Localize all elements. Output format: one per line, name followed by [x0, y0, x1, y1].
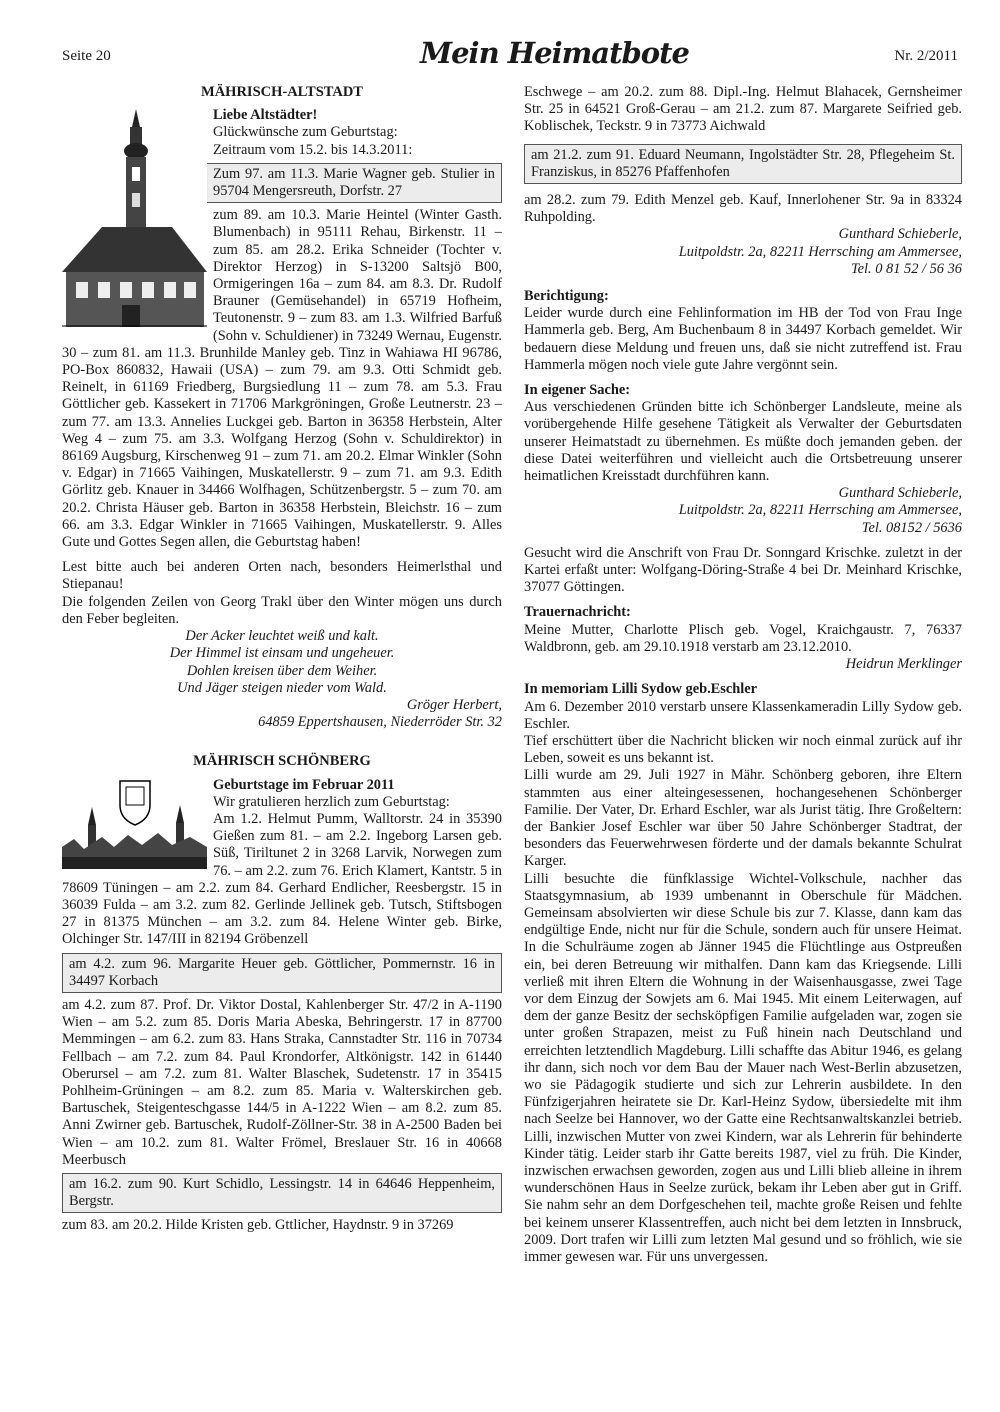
memoriam-paragraph: Lilli wurde am 29. Juli 1927 in Mähr. Schönberg geboren, ihre Eltern stammten aus einer alteingesessenen, hochangesehenen Schönberger Familie. Der Vater, Dr. Erhard Eschler, war als Jurist tätig. Ihre Großeltern: der Bankier Josef Eschler war über 50 Jahre Schönberger Stadtrat, der besonders das Feuerwehrwesen förderte und der damals bekannte Schulrat Karger. — [524, 767, 962, 870]
church-illustration — [62, 107, 207, 327]
highlight-box-wagner: Zum 97. am 11.3. Marie Wagner geb. Stulier in 95704 Mengersreuth, Dorfstr. 27 — [62, 163, 502, 203]
birthdays-february-heading: Geburtstage im Februar 2011 — [213, 776, 395, 793]
left-column — [62, 84, 502, 1235]
birthday-list-schoenberg-2: am 4.2. zum 87. Prof. Dr. Viktor Dostal, Kahlenberger Str. 47/2 in A-1190 Wien – am 5.2. zum 85. Doris Maria Abeska, Behringerstr. 17 in 87700 Memmingen – am 6.2. zum 83. Hans Straka, Cannstadter Str. 116 in 70734 Fellbach – am 7.2. zum 84. Paul Krondorfer, Altkönigstr. 142 in 61440 Oberursel – am 7.2. zum 81. Walter Blaschek, Sudetenstr. 17 in 35415 Pohlheim-Grüningen – am 8.2. zum 85. Maria v. Walterskirchen geb. Bartuschek, Steigenteschgasse 144/5 in A-1222 Wien – am 8.2. zum 85. Anni Zwirner geb. Bartuschek, Rudolf-Zöllner-Str. 38 in A-2500 Baden bei Wien – am 10.2. zum 81. Walter Frömel, Breslauer Str. 16 in 40668 Meerbusch — [62, 996, 502, 1168]
signature-address: Luitpoldstr. 2a, 82211 Herrsching am Ammersee, — [678, 243, 962, 260]
poem-line: Und Jäger steigen nieder vom Wald. — [177, 679, 387, 696]
intro-line-2: Zeitraum vom 15.2. bis 14.3.2011: — [213, 141, 413, 158]
birthday-menzel: am 28.2. zum 79. Edith Menzel geb. Kauf, Innerlohener Str. 9a in 83324 Ruhpolding. — [524, 192, 962, 226]
obituary-heading: Trauernachricht: — [524, 604, 631, 621]
section-title-schoenberg: MÄHRISCH SCHÖNBERG — [193, 753, 371, 770]
obituary-signature: Heidrun Merklinger — [845, 656, 962, 673]
signature-name: Gunthard Schieberle, — [838, 226, 962, 243]
own-matter-heading: In eigener Sache: — [524, 382, 631, 399]
masthead-logo: Mein Heimatbote — [420, 36, 689, 70]
memoriam-paragraph: Lilli besuchte die fünfklassige Wichtel-Volkschule, nachher das Staatsgymnasium, ab 1939 umbenannt in Oberschule für Mädchen. Gemeinsam absolvierten wir diese Schule bis zur 7. Klasse, dann kam das endgültige Ende, nicht nur für die Schule, sondern auch für unsere Heimat. In die Schulräume zogen ab Jänner 1945 die Flüchtlinge aus Ostpreußen ein, bei deren Betreuung wir mithalfen. Dann kam das Kriegsende. Lilli verließ mit ihren Eltern die Wohnung in der Waisenhausgasse, zwei Tage vor dem Einzug der Sowjets am 6. Mai 1945. Mit einem Leiterwagen, auf dem der ganze Besitz der sechsköpfigen Familie aufgeladen war, zogen sie unter großen Strapazen, meist zu Fuß hinein nach Deutschland und erreichten letztendlich Magdeburg. Lilli schaffte das Abitur 1946, es gelang ihr dann, sich noch vor dem Bau der Mauer nach West-Berlin abzusetzen, wo sie Pädagogik studierte und sich zur Lehrerin ausbildete. In den Fünfzigerjahren heiratete sie Dr. Karl-Heinz Sydow, übersiedelte mit ihm nach Seelze bei Hannover, wo der Gatte eine Rechtsanwaltskanzlei betrieb. Lilli, inzwischen Mutter von zwei Kindern, war als Lehrerin für behinderte Kinder tätig. Leider starb ihr Gatte bereits 1987, viel zu früh. Die Kinder, inzwischen erwachsen geworden, zogen aus und Lilli blieb alleine in ihrem wunderschönen Haus in Seelze zurück, bekam ihr Leben aber gut in Griff. Sie nahm sehr an dem Dorfgeschehen teil, machte große Reisen und fehlte bei keinem unserer Klassentreffen, auch nicht bei dem letzten in Innsbruck, 2009. Dort trafen wir Lilli zum letzten Mal gesund und so fröhlich, wie sie immer gewesen war. Für uns unvergessen. — [524, 870, 962, 1265]
intro-line-1: Glückwünsche zum Geburtstag: — [213, 124, 398, 141]
poem-intro: Die folgenden Zeilen von Georg Trakl über den Winter mögen uns durch den Feber begleiten. — [62, 593, 502, 627]
poem-line: Der Himmel ist einsam und ungeheuer. — [169, 645, 395, 662]
highlight-box-heuer: am 4.2. zum 96. Margarite Heuer geb. Göttlicher, Pommernstr. 16 in 34497 Korbach — [62, 953, 502, 993]
signature-address: 64859 Eppertshausen, Niederröder Str. 32 — [258, 714, 502, 731]
highlight-box-neumann: am 21.2. zum 91. Eduard Neumann, Ingolstädter Str. 28, Pflegeheim St. Franziskus, in 85276 Pfaffenhofen — [524, 144, 962, 184]
correction-heading: Berichtigung: — [524, 288, 609, 305]
signature-phone: Tel. 0 81 52 / 56 36 — [850, 260, 962, 277]
own-matter-text: Aus verschiedenen Gründen bitte ich Schönberger Landsleute, meine als vorübergehende Hilfe gesehene Tätigkeit als Verwalter der Geburtsdaten unserer Heimatstadt zu übernehmen. Es müßte doch jemanden geben. der diese Datei weiterführen und vielleicht auch die Ortsbetreuung unserer heimatlichen Kreisstadt durchführen kann. — [524, 399, 962, 485]
signature-name: Gröger Herbert, — [406, 696, 502, 713]
birthday-continuation: Eschwege – am 20.2. zum 88. Dipl.-Ing. Helmut Blahacek, Gernsheimer Str. 25 in 64521 Groß-Gerau – am 21.2. zum 87. Margarete Seifried geb. Koblischek, Teckstr. 9 in 73773 Aichwald — [524, 84, 962, 135]
birthday-list-altstadt: zum 89. am 10.3. Marie Heintel (Winter Gasth. Blumenbach) in 95111 Rehau, Birkenstr. 11 – zum 85. am 28.2. Erika Schneider (Tochter v. Direktor Herzog) in S-13200 Saltsjö B00, Ormigeringen 16a – zum 84. am 8.3. Dr. Rudolf Brauner (Gemüsehandel) in 65719 Hofheim, Teutonenstr. 9 – zum 83. am 1.3. Wilfried Barfuß (Sohn v. Schuldiener) in 73249 Wernau, Eugenstr. 30 – zum 81. am 11.3. Brunhilde Manley geb. Tinz in Wahiawa HI 96786, PO-Box 860832, Hawaii (USA) – zum 79. am 9.3. Otti Schmidt geb. Reinelt, in 61169 Friedberg, Burgsiedlung 11 – zum 78. am 5.3. Frau Göttlicher geb. Kassekert in 71706 Markgröningen, Große Leutnerstr. 23 – zum 77. am 13.3. Annelies Luckgei geb. Barton in 36358 Herbstein, Alter Weg 4 – zum 75. am 3.3. Wolfgang Herzog (Sohn v. Schuldirektor) in 86169 Augsburg, Kirschenweg 91 – zum 71. am 20.2. Elmar Winkler (Sohn v. Edgar) in 71665 Vaihingen, Muskatellerstr. 9 – zum 71. am 9.3. Edith Görlitz geb. Knauer in 34466 Wolfhagen, Schützenbergstr. 5 – zum 70. am 20.2. Christa Häuser geb. Barton in 36358 Herbstein, Bleichstr. 16 – zum 66. am 3.3. Edgar Winkler in 71665 Vaihingen, Muskatellerstr. 9. Alles Gute und Gottes Segen allen, die Geburtstag haben! — [62, 207, 502, 551]
poem-line: Der Acker leuchtet weiß und kalt. — [185, 628, 379, 645]
memoriam-paragraph: Tief erschüttert über die Nachricht blicken wir noch einmal zurück auf ihr Leben, soweit es uns bekannt ist. — [524, 732, 962, 767]
obituary-text: Meine Mutter, Charlotte Plisch geb. Vogel, Kraichgaustr. 7, 76337 Waldbronn, geb. am 29.10.1918 verstarb am 23.12.2010. — [524, 621, 962, 655]
poem-line: Dohlen kreisen über dem Weiher. — [186, 662, 378, 679]
birthday-list-schoenberg: Am 1.2. Helmut Pumm, Walltorstr. 24 in 35390 Gießen zum 81. – am 2.2. Ingeborg Larsen geb. Süß, Tiriltunet 2 in 3268 Larvik, Norwegen zum 76. – am 2.2. zum 76. Erich Klamert, Kantstr. 5 in 78609 Tüningen – am 2.2. zum 84. Gerhard Endlicher, Reesbergstr. 15 in 36039 Fulda – am 3.2. zum 82. Gerlinde Jellinek geb. Tutsch, Stiftsbogen 27 in 81375 München – am 3.2. zum 84. Helene Winter geb. Birke, Olchinger Str. 147/III in 82194 Gröbenzell — [62, 810, 502, 948]
signature-name: Gunthard Schieberle, — [838, 485, 962, 502]
highlight-box-schidlo: am 16.2. zum 90. Kurt Schidlo, Lessingstr. 14 in 64646 Heppenheim, Bergstr. — [62, 1173, 502, 1213]
memoriam-paragraph: Am 6. Dezember 2010 verstarb unsere Klassenkameradin Lilly Sydow geb. Eschler. — [524, 698, 962, 732]
note-other-places: Lest bitte auch bei anderen Orten nach, besonders Heimerlsthal und Stiepanau! — [62, 559, 502, 593]
signature-phone: Tel. 08152 / 5636 — [861, 519, 962, 536]
town-skyline-illustration — [62, 777, 207, 869]
section-title-altstadt: MÄHRISCH-ALTSTADT — [201, 84, 363, 100]
right-column — [524, 84, 962, 1266]
congratulation-intro: Wir gratulieren herzlich zum Geburtstag: — [213, 793, 450, 810]
page-number: Seite 20 — [62, 48, 111, 64]
greeting: Liebe Altstädter! — [213, 107, 318, 124]
correction-text: Leider wurde durch eine Fehlinformation im HB der Tod von Frau Inge Hammerla geb. Berg, Am Buchenbaum 8 in 34497 Korbach gemeldet. Wir bedauern diese Meldung und freuen uns, daß sie nicht zutreffend ist. Frau Hammerla mögen noch viele gute Jahre vergönnt sein. — [524, 305, 962, 373]
birthday-list-schoenberg-3: zum 83. am 20.2. Hilde Kristen geb. Gttlicher, Haydnstr. 9 in 37269 — [62, 1217, 454, 1234]
memoriam-heading: In memoriam Lilli Sydow geb.Eschler — [524, 681, 758, 698]
issue-number: Nr. 2/2011 — [894, 48, 958, 64]
signature-address: Luitpoldstr. 2a, 82211 Herrsching am Ammersee, — [678, 502, 962, 519]
search-notice: Gesucht wird die Anschrift von Frau Dr. Sonngard Krischke. zuletzt in der Kartei erfaßt unter: Wolfgang-Döring-Straße 4 bei Dr. Meinhard Krischke, 37077 Göttingen. — [524, 544, 962, 596]
